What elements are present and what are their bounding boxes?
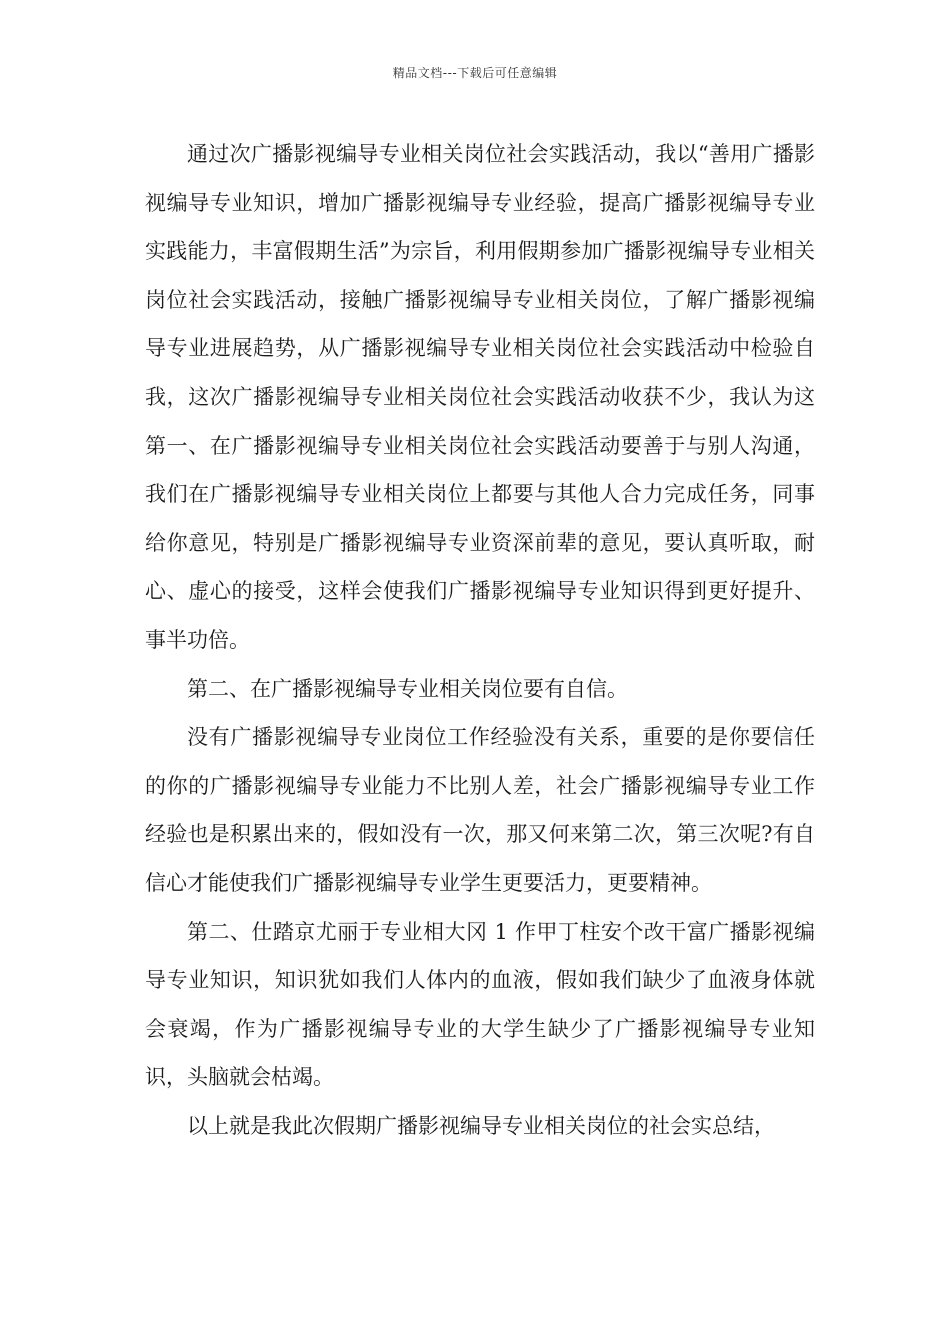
paragraph: 以上就是我此次假期广播影视编导专业相关岗位的社会实总结， [187,1113,775,1138]
page-header: 精品文档---下载后可任意编辑 [392,66,558,80]
document-body [145,130,815,1150]
paragraph: 第二、仕踏京尤丽于专业相大冈 1 作甲丁柱安个改干富广播影视编导专业知识，知识犹如我们人体内的血液，假如我们缺少了血液身体就会衰竭，作为广播影视编导专业的大学生缺少了广播影视编导专业知识，头脑就会枯竭。 [145,919,815,1090]
paragraph: 第二、在广播影视编导专业相关岗位要有自信。 [187,676,628,701]
paragraph: 通过次广播影视编导专业相关岗位社会实践活动，我以“善用广播影视编导专业知识，增加广播影视编导专业经验，提高广播影视编导专业实践能力，丰富假期生活”为宗旨，利用假期参加广播影视编导专业相关岗位社会实践活动，接触广播影视编导专业相关岗位，了解广播影视编导专业进展趋势，从广播影视编导专业相关岗位社会实践活动中检验自我，这次广播影视编导专业相关岗位社会实践活动收获不少，我认为这第一、在广播影视编导专业相关岗位社会实践活动要善于与别人沟通，我们在广播影视编导专业相关岗位上都要与其他人合力完成任务，同事给你意见，特别是广播影视编导专业资深前辈的意见，要认真听取，耐心、虚心的接受，这样会使我们广播影视编导专业知识得到更好提升、事半功倍。 [145,142,815,652]
paragraph: 没有广播影视编导专业岗位工作经验没有关系，重要的是你要信任的你的广播影视编导专业能力不比别人差，社会广播影视编导专业工作经验也是积累出来的，假如没有一次，那又何来第二次，第三次呢?有自信心才能使我们广播影视编导专业学生更要活力，更要精神。 [145,725,815,895]
